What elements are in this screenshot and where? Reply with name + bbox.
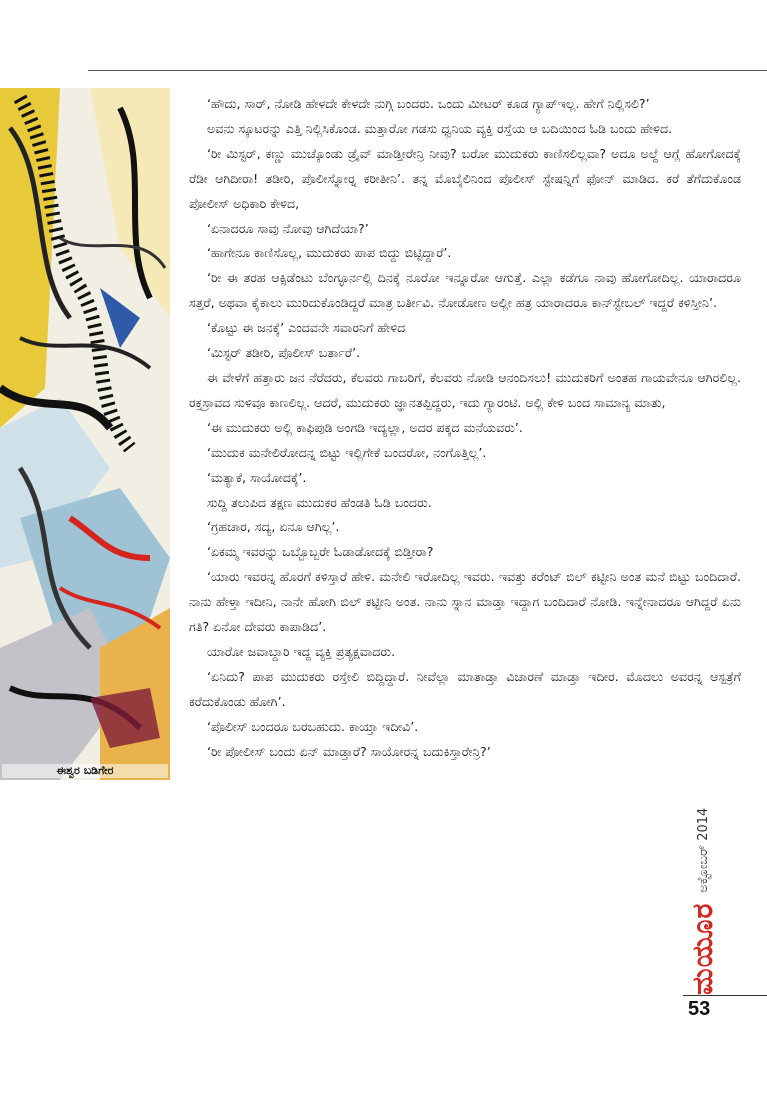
article-paragraph: ಈ ವೇಳೆಗೆ ಹತ್ತಾರು ಜನ ನೆರೆದರು, ಕೆಲವರು ಗಾಬರಿಗೆ, ಕೆಲವರು ನೋಡಿ ಆನಂದಿಸಲು! ಮುದುಕರಿಗೆ ಅಂತಹ ಗಾಯವೇನೂ ಆಗಿರಲಿಲ್ಲ. ರಕ್ತಸ್ರಾವದ ಸುಳಿವೂ ಕಾಣಲಿಲ್ಲ. ಆದರೆ, ಮುದುಕರು ಜ್ಞಾನತಪ್ಪಿದ್ದರು, ಇದು ಗ್ಯಾರಂಟಿ. ಅಲ್ಲಿ ಕೇಳಿ ಬಂದ ಸಾಮಾನ್ಯ ಮಾತು, (189, 369, 741, 410)
illustration (0, 88, 170, 780)
article-paragraph: ಸುದ್ದಿ ತಲುಪಿದ ತಕ್ಷಣ ಮುದುಕರ ಹೆಂಡತಿ ಓಡಿ ಬಂದರು. (207, 494, 432, 510)
issue-date: ಅಕ್ಟೋಬರ್ 2014 (695, 807, 711, 893)
magazine-name: ಮಯೂರ (686, 902, 719, 995)
article-paragraph: ‘ಪೊಲೀಸ್ ಬಂದರೂ ಬರಬಹುದು. ಕಾಯ್ತಾ ಇದೀವಿ’. (207, 718, 419, 734)
article-paragraph: ‘ಹೌದು, ಸಾರ್, ನೋಡಿ ಹೇಳದೇ ಕೇಳದೇ ನುಗ್ಗಿ ಬಂದರು. ಒಂದು ಮೀಟರ್ ಕೂಡ ಗ್ಯಾಪ್‌ಇಲ್ಲ. ಹೇಗೆ ನಿಲ್ಲಿಸಲಿ?’ (207, 96, 650, 111)
article-paragraph: ‘ಈ ಮುದುಕರು ಅಲ್ಲಿ ಕಾಫಿಪುಡಿ ಅಂಗಡಿ ಇದ್ಯಲ್ಲಾ, ಅದರ ಪಕ್ಕದ ಮನೆಯವರು’. (207, 419, 523, 435)
magazine-side-label (685, 780, 721, 995)
magazine-logo (685, 780, 721, 995)
top-rule (88, 70, 767, 71)
article-paragraph: ‘ಏನಾದರೂ ಸಾವು ನೋವು ಆಗಿದೆಯಾ?’ (207, 220, 369, 236)
page-number: 53 (688, 998, 711, 1020)
article-paragraph: ‘ಯಾರು ಇವರನ್ನ ಹೊರಗೆ ಕಳಿಸ್ತಾರೆ ಹೇಳಿ. ಮನೇಲಿ ಇರೋದಿಲ್ಲ ಇವರು. ಇವತ್ತು ಕರೆಂಟ್ ಬಿಲ್ ಕಟ್ಟೀನಿ ಅಂತ ಮನೆ ಬಿಟ್ಟು ಬಂದಿದಾರೆ. ನಾನು ಹೇಳ್ತಾ ಇದೀನಿ, ನಾನೇ ಹೋಗಿ ಬಿಲ್ ಕಟ್ಟೀನಿ ಅಂತ. ನಾನು ಸ್ನಾನ ಮಾಡ್ತಾ ಇದ್ದಾಗ ಬಂದಿದಾರೆ ನೋಡಿ. ಇನ್ನೇನಾದರೂ ಆಗಿದ್ದರೆ ಏನು ಗತಿ? ಏನೋ ದೇವರು ಕಾಪಾಡಿದ’. (189, 569, 741, 635)
article-paragraph: ಯಾರೋ ಜವಾಬ್ದಾರಿ ಇದ್ದ ವ್ಯಕ್ತಿ ಪ್ರತ್ಯಕ್ಷವಾದರು. (207, 643, 396, 659)
article-paragraph: ‘ಕೊಟ್ಟು ಈ ಜನಕ್ಕೆ’ ಎಂದವನೇ ಸವಾರನಿಗೆ ಹೇಳಿದ (207, 320, 406, 336)
abstract-illustration (0, 88, 170, 780)
article-paragraph: ‘ಗ್ರಹಚಾರ, ಸದ್ಯ, ಏನೂ ಆಗಿಲ್ಲ’. (207, 519, 340, 535)
article-paragraph: ‘ರೀ ಪೋಲೀಸ್ ಬಂದು ಏನ್ ಮಾಡ್ತಾರೆ? ಸಾಯೋರನ್ನ ಬದುಕಿಸ್ತಾರೇನ್ರಿ?’ (207, 743, 491, 759)
article-paragraph: ‘ಏನಿದು? ಪಾಪ ಮುದುಕರು ರಸ್ತೇಲಿ ಬಿದ್ದಿದ್ದಾರೆ. ನೀವೆಲ್ಲಾ ಮಾತಾಡ್ತಾ ವಿಚಾರಣೆ ಮಾಡ್ತಾ ಇದೀರ. ಮೊದಲು ಅವರನ್ನ ಆಸ್ಪತ್ರೆಗೆ ಕರೆದುಕೊಂಡು ಹೋಗಿ’. (189, 668, 741, 709)
article-paragraph: ‘ಮತ್ಯಾಕೆ, ಸಾಯೋದಕ್ಕೆ’. (207, 469, 307, 485)
article-paragraph: ಅವನು ಸ್ಕೂಟರನ್ನು ಎತ್ತಿ ನಿಲ್ಲಿಸಿಕೊಂಡ. ಮತ್ತಾರೋ ಗಡಸು ಧ್ವನಿಯ ವ್ಯಕ್ತಿ ರಸ್ತೆಯ ಆ ಬದಿಯಿಂದ ಓಡಿ ಬಂದು ಹೇಳಿದ. (207, 120, 673, 136)
article-paragraph: ‘ಏಕಮ್ಮ ಇವರನ್ನು ಒಬ್ಬೊಬ್ಬರೇ ಓಡಾಡೋದಕ್ಕೆ ಬಿಡ್ತೀರಾ? (207, 544, 434, 560)
footer-rule (683, 995, 767, 996)
article-body (189, 92, 741, 764)
article-paragraph: ‘ಮುದುಕ ಮನೇಲಿರೋದನ್ನ ಬಿಟ್ಟು ಇಲ್ಲಿಗೇಕೆ ಬಂದರೋ, ನಂಗೊತ್ತಿಲ್ಲ’. (207, 444, 487, 460)
illustration-credit: ಈಶ್ವರ ಬಡಿಗೇರ (2, 764, 168, 778)
article-paragraph: ‘ಮಿಸ್ಟರ್ ತಡೀರಿ, ಪೊಲೀಸ್ ಬರ್ತಾರೆ’. (207, 345, 361, 361)
article-paragraph: ‘ರೀ ಈ ತರಹ ಆಕ್ಸಿಡೆಂಟು ಬೆಂಗ್ಳೂರ್ನಲ್ಲಿ ದಿನಕ್ಕೆ ನೂರೋ ಇನ್ನೂರೋ ಆಗುತ್ತೆ. ಎಲ್ಲಾ ಕಡೆಗೂ ನಾವು ಹೋಗೋದಿಲ್ಲ. ಯಾರಾದರೂ ಸತ್ತರೆ, ಅಥವಾ ಕೈಕಾಲು ಮುರಿದುಕೊಂಡಿದ್ದರೆ ಮಾತ್ರ ಬರ್ತೀವಿ. ನೋಡೋಣ ಅಲ್ಲೀ ಹತ್ರ ಯಾರಾದರೂ ಕಾನ್‌ಸ್ಟೇಬಲ್ ಇದ್ದರೆ ಕಳಿಸ್ತೀನಿ’. (189, 270, 741, 311)
article-paragraph: ‘ಹಾಗೇನೂ ಕಾಣಿಸೊಲ್ಲ, ಮುದುಕರು ಪಾಪ ಬಿದ್ದು ಬಿಟ್ಟಿದ್ದಾರೆ’. (207, 245, 452, 261)
article-paragraph: ‘ರೀ ಮಿಸ್ಟರ್, ಕಣ್ಣು ಮುಚ್ಕೊಂಡು ಡ್ರೈವ್ ಮಾಡ್ತೀರೇನ್ರಿ ನೀವು? ಬರೋ ಮುದುಕರು ಕಾಣಿಸಲಿಲ್ಲವಾ? ಅದೂ ಅಲ್ದೆ ಆಗ್ಲೆ ಹೋಗೋದಕ್ಕೆ ರೆಡೀ ಆಗಿದೀರಾ! ತಡೀರಿ, ಪೊಲೀಸ್ನೋರ್‍ನ ಕರೀತೀನಿ’. ತನ್ನ ಮೊಬೈಲಿನಿಂದ ಪೊಲೀಸ್ ಸ್ಟೇಷನ್ನಿಗೆ ಫೋನ್ ಮಾಡಿದ. ಕರೆ ತೆಗೆದುಕೊಂಡ ಪೋಲೀಸ್ ಅಧಿಕಾರಿ ಕೇಳಿದ, (189, 145, 741, 211)
